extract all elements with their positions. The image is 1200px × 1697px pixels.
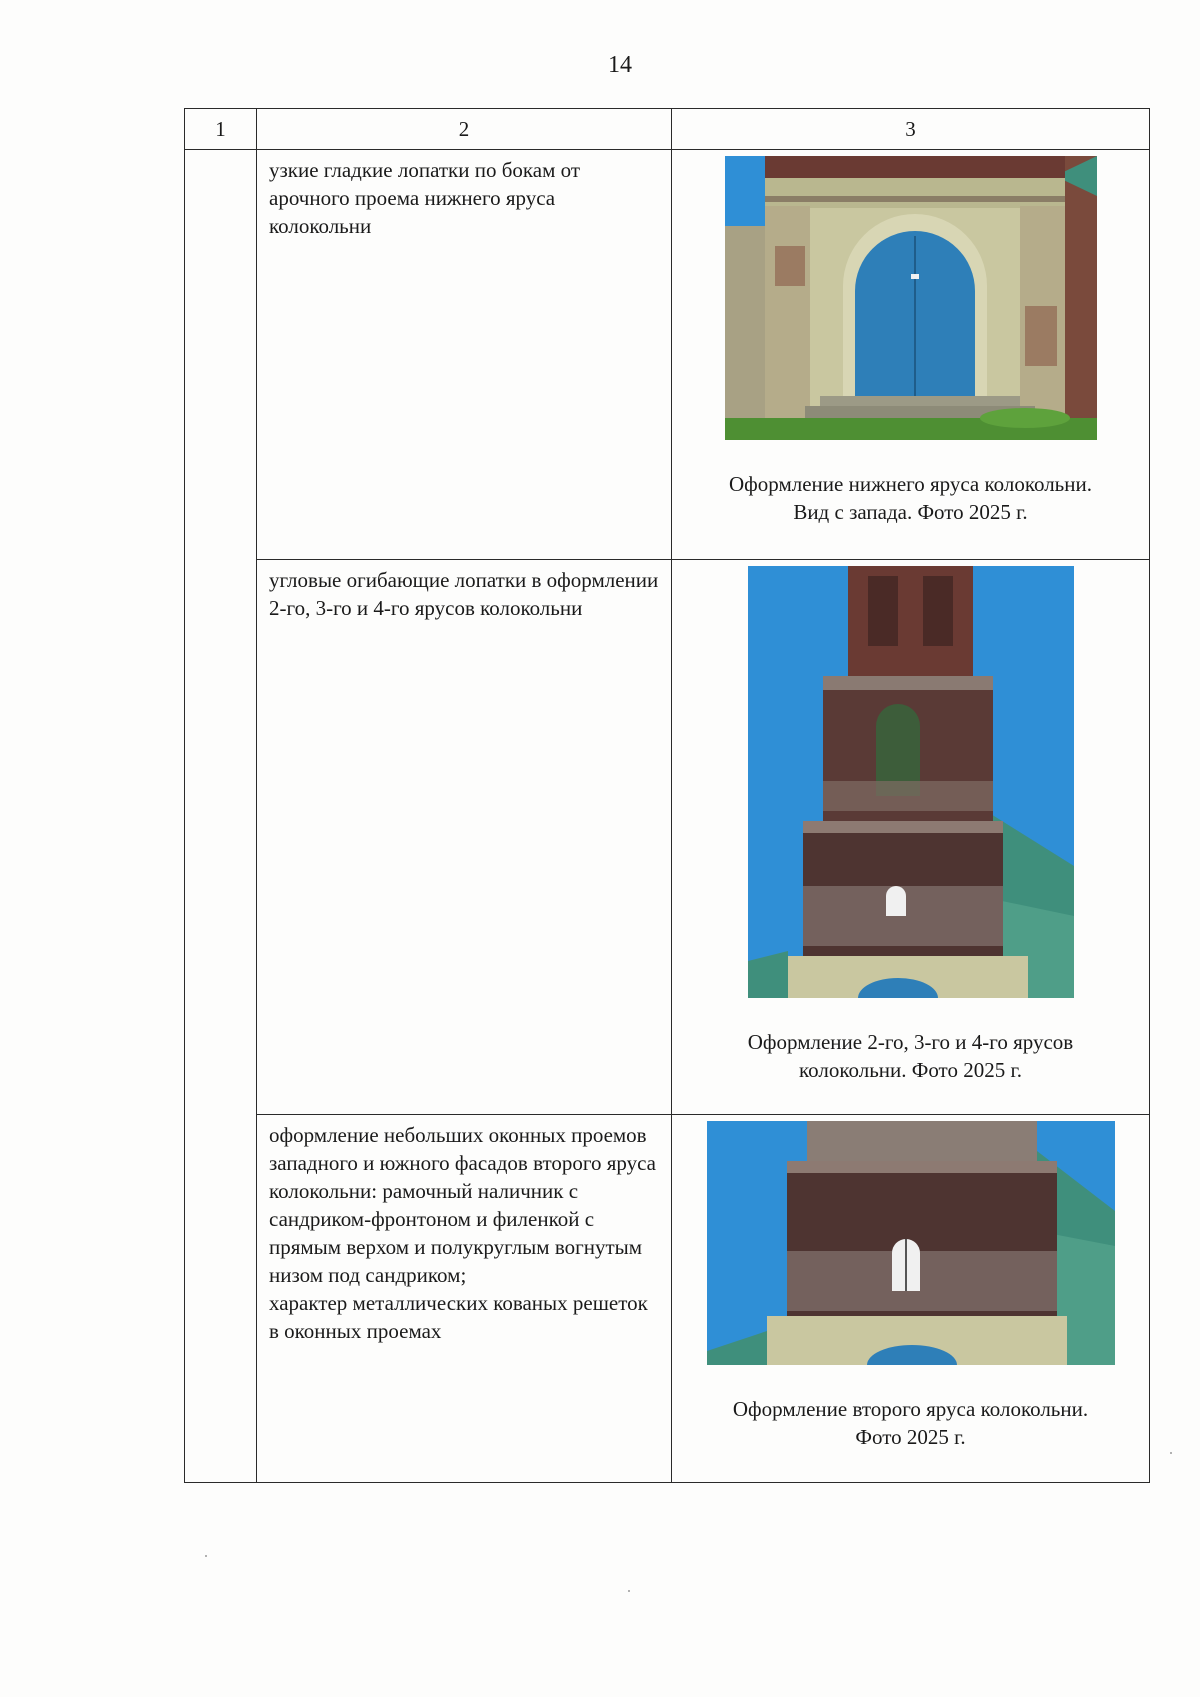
scan-speck <box>628 1590 630 1592</box>
photo-caption <box>672 1395 1149 1451</box>
number-cell <box>185 150 257 1483</box>
caption-line-2: колокольни. Фото 2025 г. <box>799 1058 1022 1082</box>
photo-lower-tier <box>725 156 1097 440</box>
photo-second-tier <box>707 1121 1115 1365</box>
caption-line-1: Оформление нижнего яруса колокольни. <box>729 472 1092 496</box>
header-col-2: 2 <box>257 109 672 150</box>
photo-cell <box>672 150 1150 560</box>
header-col-1: 1 <box>185 109 257 150</box>
caption-line-1: Оформление 2-го, 3-го и 4-го ярусов <box>747 1030 1074 1054</box>
description-cell <box>257 560 672 1115</box>
header-col-3: 3 <box>672 109 1150 150</box>
photo-cell <box>672 1115 1150 1483</box>
table-row <box>185 560 1150 1115</box>
caption-line-1: Оформление второго яруса колокольни. <box>732 1397 1089 1421</box>
page-number: 14 <box>608 52 632 78</box>
document-table <box>184 108 1150 1483</box>
description-text: угловые огибающие лопатки в оформлении 2-го, 3-го и 4-го ярусов колокольни <box>269 568 659 620</box>
caption-line-2: Фото 2025 г. <box>855 1425 966 1449</box>
photo-caption <box>672 1028 1149 1084</box>
scan-speck <box>1170 1452 1172 1454</box>
photo-upper-tiers <box>748 566 1074 998</box>
photo-caption <box>672 470 1149 526</box>
description-cell <box>257 150 672 560</box>
description-text: узкие гладкие лопатки по бокам от арочного проема нижнего яруса колокольни <box>269 158 581 238</box>
scan-speck <box>205 1555 207 1557</box>
table-row <box>185 150 1150 560</box>
caption-line-2: Вид с запада. Фото 2025 г. <box>793 500 1028 524</box>
table-header-row <box>185 109 1150 150</box>
photo-cell <box>672 560 1150 1115</box>
table-row <box>185 1115 1150 1483</box>
description-text-2: характер металлических кованых решеток в оконных проемах <box>269 1291 648 1343</box>
description-cell <box>257 1115 672 1483</box>
description-text: оформление небольших оконных проемов западного и южного фасадов второго яруса колокольни: рамочный наличник с сандриком-фронтоном и филенкой с прямым верхом и полукруглым вогнутым низом под сандриком; <box>269 1123 656 1287</box>
